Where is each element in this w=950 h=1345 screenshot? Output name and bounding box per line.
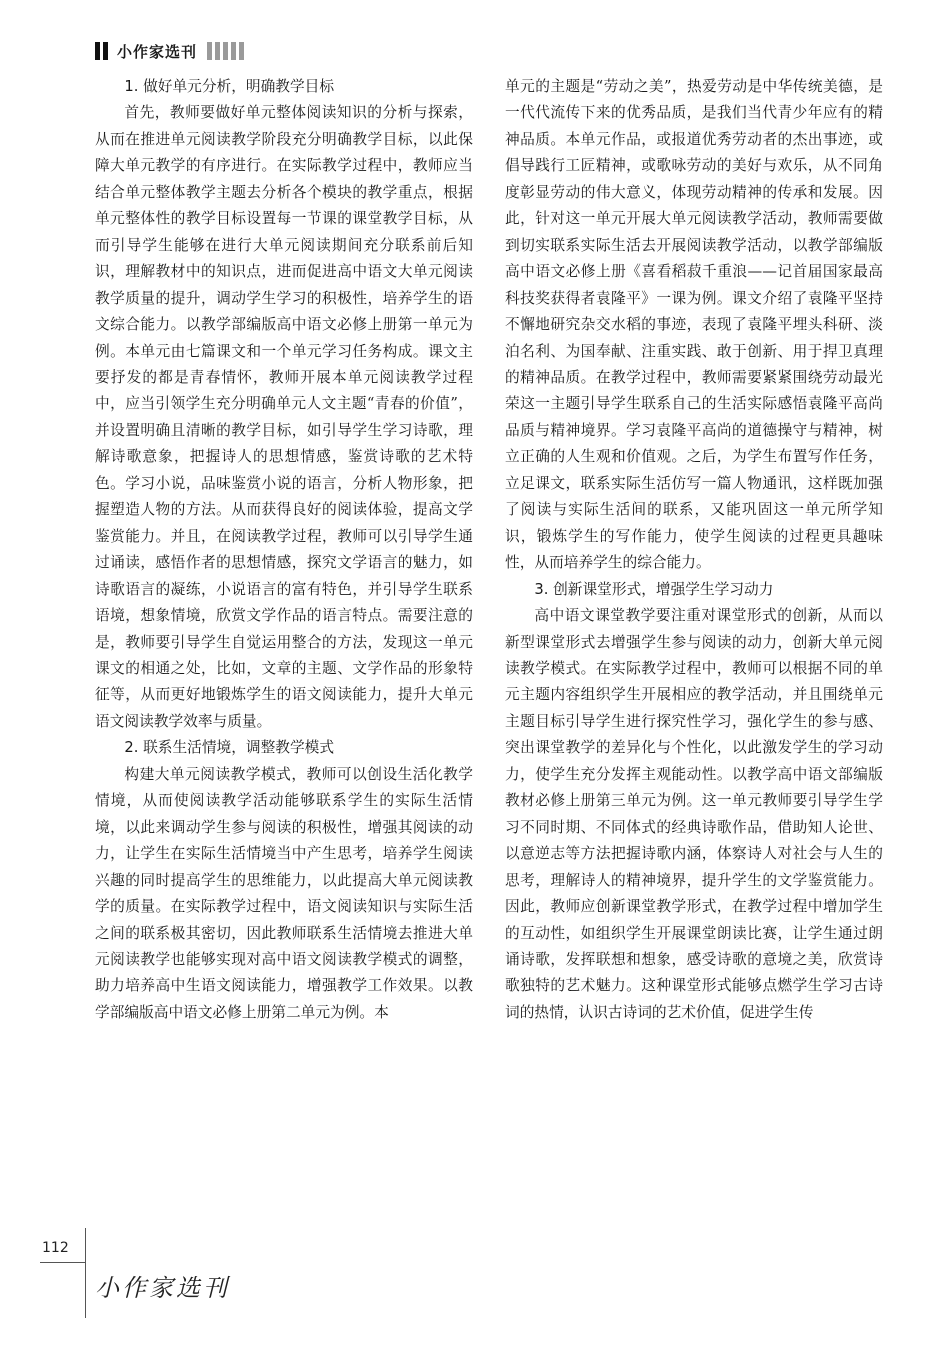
page-number: 112 — [42, 1240, 69, 1256]
section-heading-1: 1. 做好单元分析，明确教学目标 — [124, 78, 335, 95]
header-bar-mark — [239, 42, 244, 60]
paragraph-1: 首先，教师要做好单元整体阅读知识的分析与探索，从而在推进单元阅读教学阶段充分明确教学目标，以此保障大单元教学的有序进行。在实际教学过程中，教师应当结合单元整体教学主题去分析各个模块的教学重点，根据单元整体性的教学目标设置每一节课的课堂教学目标，从而引导学生能够在进行大单元阅读期间充分联系前后知识，理解教材中的知识点，进而促进高中语文大单元阅读教学质量的提升，调动学生学习的积极性，培养学生的语文综合能力。以教学部编版高中语文必修上册第一单元为例。本单元由七篇课文和一个单元学习任务构成。课文主要抒发的都是青春情怀，教师开展本单元阅读教学过程中，应当引领学生充分明确单元人文主题“青春的价值”，并设置明确且清晰的教学目标，如引导学生学习诗歌，理解诗歌意象，把握诗人的思想情感，鉴赏诗歌的艺术特色。学习小说，品味鉴赏小说的语言，分析人物形象，把握塑造人物的方法。从而获得良好的阅读体验，提高文学鉴赏能力。并且，在阅读教学过程，教师可以引导学生通过诵读，感悟作者的思想情感，探究文学语言的魅力，如诗歌语言的凝练，小说语言的富有特色，并引导学生联系语境，想象情境，欣赏文学作品的语言特点。需要注意的是，教师要引导学生自觉运用整合的方法，发现这一单元课文的相通之处，比如，文章的主题、文学作品的形象特征等，从而更好地锻炼学生的语文阅读能力，提升大单元语文阅读教学效率与质量。 — [95, 104, 473, 730]
header-bar-mark — [95, 42, 100, 60]
paragraph-2-continued: 单元的主题是“劳动之美”，热爱劳动是中华传统美德，是一代代流传下来的优秀品质，是我们当代青少年应有的精神品质。本单元作品，或报道优秀劳动者的杰出事迹，或倡导践行工匠精神，或歌咏劳动的美好与欢乐，从不同角度彰显劳动的伟大意义，体现劳动精神的传承和发展。因此，针对这一单元开展大单元阅读教学活动，教师需要做到切实联系实际生活去开展阅读教学活动，以教学部编版高中语文必修上册《喜看稻菽千重浪——记首届国家最高科技奖获得者袁隆平》一课为例。课文介绍了袁隆平坚持不懈地研究杂交水稻的事迹，表现了袁隆平埋头科研、淡泊名利、为国奉献、注重实践、敢于创新、用于捍卫真理的精神品质。在教学过程中，教师需要紧紧围绕劳动最光荣这一主题引导学生联系自己的生活实际感悟袁隆平高尚品质与精神境界。学习袁隆平高尚的道德操守与精神，树立正确的人生观和价值观。之后，为学生布置写作任务，立足课文，联系实际生活仿写一篇人物通讯，这样既加强了阅读与实际生活间的联系，又能巩固这一单元所学知识，锻炼学生的写作能力，使学生阅读的过程更具趣味性，从而培养学生的综合能力。 — [505, 78, 883, 572]
footer-divider-horizontal — [40, 1262, 86, 1263]
footer-divider-vertical — [85, 1228, 86, 1318]
running-header — [95, 38, 247, 64]
header-bar-mark — [223, 42, 228, 60]
header-bar-mark — [231, 42, 236, 60]
header-bar-mark — [103, 42, 108, 60]
journal-title: 小作家选刊 — [117, 42, 198, 61]
paragraph-2: 构建大单元阅读教学模式，教师可以创设生活化教学情境，从而使阅读教学活动能够联系学生的实际生活情境，以此来调动学生参与阅读的积极性，增强其阅读的动力，让学生在实际生活情境当中产生思考，培养学生阅读兴趣的同时提高学生的思维能力，以此提高大单元阅读教学的质量。在实际教学过程中，语文阅读知识与实际生活之间的联系极其密切，因此教师联系生活情境去推进大单元阅读教学也能够实现对高中语文阅读教学模式的调整，助力培养高中生语文阅读能力，增强教学工作效果。以教学部编版高中语文必修上册第二单元为例。本 — [95, 765, 473, 1021]
right-column — [505, 74, 883, 1026]
footer-logo: 小作家选刊 — [95, 1274, 230, 1302]
left-column — [95, 74, 473, 1026]
header-bar-mark — [215, 42, 220, 60]
header-bar-mark — [207, 42, 212, 60]
section-heading-3: 3. 创新课堂形式，增强学生学习动力 — [534, 580, 774, 598]
section-heading-2: 2. 联系生活情境，调整教学模式 — [124, 739, 335, 757]
paragraph-3: 高中语文课堂教学要注重对课堂形式的创新，从而以新型课堂形式去增强学生参与阅读的动力，创新大单元阅读教学模式。在实际教学过程中，教师可以根据不同的单元主题内容组织学生开展相应的教学活动，并且围绕单元主题目标引导学生进行探究性学习，强化学生的参与感、突出课堂教学的差异化与个性化，以此激发学生的学习动力，使学生充分发挥主观能动性。以教学高中语文部编版教材必修上册第三单元为例。这一单元教师要引导学生学习不同时期、不同体式的经典诗歌作品，借助知人论世、以意逆志等方法把握诗歌内涵，体察诗人对社会与人生的思考，理解诗人的精神境界，提升学生的文学鉴赏能力。因此，教师应创新课堂教学形式，在教学过程中增加学生的互动性，如组织学生开展课堂朗读比赛，让学生通过朗诵诗歌，发挥联想和想象，感受诗歌的意境之美，欣赏诗歌独特的艺术魅力。这种课堂形式能够点燃学生学习古诗词的热情，认识古诗词的艺术价值，促进学生传 — [505, 607, 883, 1021]
